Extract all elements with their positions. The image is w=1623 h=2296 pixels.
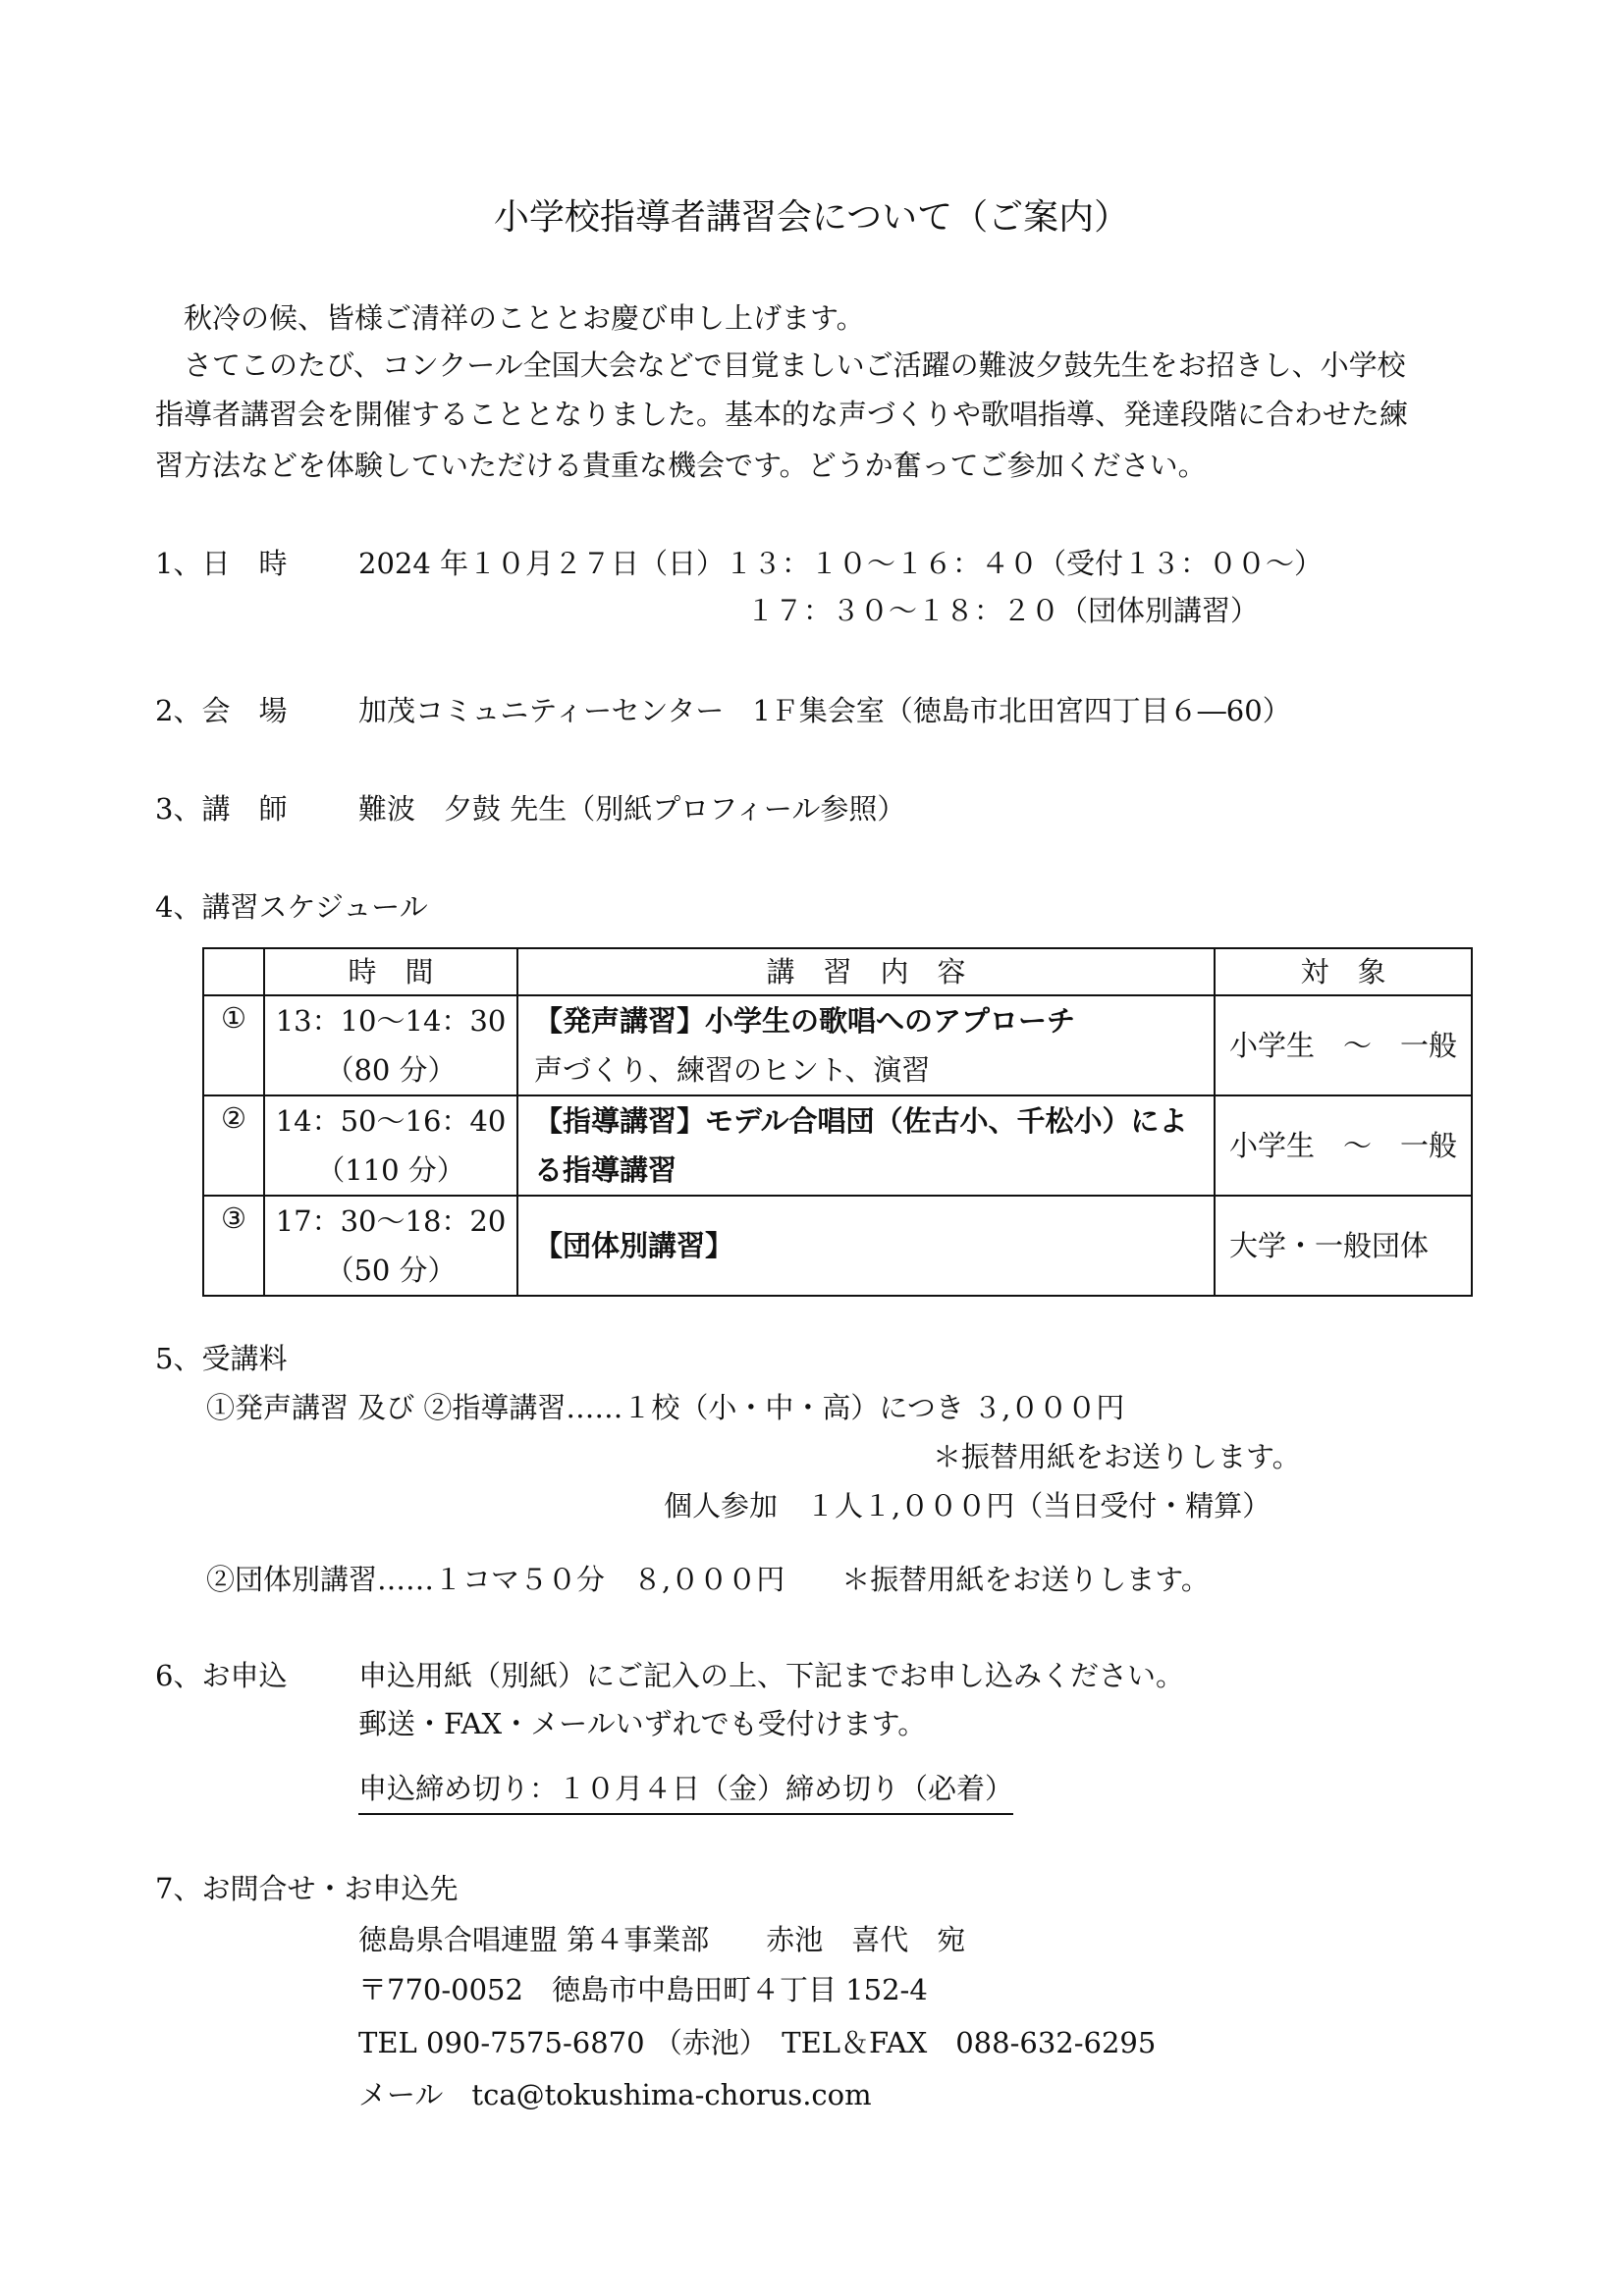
time-range: 17：30～18：20 xyxy=(275,1204,507,1238)
header-number xyxy=(203,948,264,995)
row-content xyxy=(517,1095,1215,1196)
time-range: 14：50～16：40 xyxy=(275,1104,507,1138)
row-time xyxy=(264,1196,517,1296)
header-time: 時 間 xyxy=(264,948,517,995)
section-application-label: 6、お申込 xyxy=(155,1659,288,1692)
section-datetime-label: 1、日 時 xyxy=(155,547,288,580)
lecturer-value: 難波 夕鼓 先生（別紙プロフィール参照） xyxy=(358,792,906,826)
fee-note: ＊振替用紙をお送りします。 xyxy=(933,1440,1301,1473)
section-venue-label: 2、会 場 xyxy=(155,694,288,727)
row-time xyxy=(264,995,517,1095)
datetime-line-2: １７：３０～１８：２０（団体別講習） xyxy=(746,594,1260,627)
deadline-wrapper xyxy=(358,1772,1014,1805)
time-duration: （110 分） xyxy=(316,1153,465,1187)
intro-line: 指導者講習会を開催することとなりました。基本的な声づくりや歌唱指導、発達段階に合わせた練 xyxy=(155,398,1409,431)
row-content xyxy=(517,995,1215,1095)
row-number: ② xyxy=(203,1095,264,1196)
intro-line: 秋冷の候、皆様ご清祥のこととお慶び申し上げます。 xyxy=(155,301,865,335)
section-schedule-label: 4、講習スケジュール xyxy=(155,890,428,924)
row-content xyxy=(517,1196,1215,1296)
content-title: 【指導講習】モデル合唱団（佐古小、千松小）による指導講習 xyxy=(534,1104,1188,1187)
section-fee-label: 5、受講料 xyxy=(155,1342,288,1375)
application-line-2: 郵送・FAX・メールいずれでも受付けます。 xyxy=(358,1707,927,1740)
fee-group: ②団体別講習……１コマ５０分 ８,０００円 ＊振替用紙をお送りします。 xyxy=(206,1563,1210,1596)
row-number: ③ xyxy=(203,1196,264,1296)
contact-organization: 徳島県合唱連盟 第４事業部 赤池 喜代 宛 xyxy=(358,1923,966,1956)
row-time xyxy=(264,1095,517,1196)
header-target: 対 象 xyxy=(1215,948,1472,995)
row-target: 小学生 ～ 一般 xyxy=(1215,1095,1472,1196)
table-row xyxy=(203,995,1472,1095)
contact-address: 〒770-0052 徳島市中島田町４丁目 152-4 xyxy=(358,1973,928,2006)
header-content: 講 習 内 容 xyxy=(517,948,1215,995)
row-target: 小学生 ～ 一般 xyxy=(1215,995,1472,1095)
fee-line-1: ①発声講習 及び ②指導講習……１校（小・中・高）につき ３,０００円 xyxy=(206,1391,1125,1424)
schedule-table xyxy=(202,947,1473,1297)
section-contact-label: 7、お問合せ・お申込先 xyxy=(155,1872,459,1905)
section-lecturer-label: 3、講 師 xyxy=(155,792,288,826)
document-title: 小学校指導者講習会について（ご案内） xyxy=(493,197,1130,238)
datetime-line-1: 2024 年１０月２７日（日）１３：１０～１６：４０（受付１３：００～） xyxy=(358,547,1324,580)
fee-individual: 個人参加 １人１,０００円（当日受付・精算） xyxy=(664,1489,1271,1522)
schedule-header-row xyxy=(203,948,1472,995)
table-row xyxy=(203,1095,1472,1196)
intro-line: 習方法などを体験していただける貴重な機会です。どうか奮ってご参加ください。 xyxy=(155,449,1207,482)
time-duration: （80 分） xyxy=(325,1053,457,1087)
application-line-1: 申込用紙（別紙）にご記入の上、下記までお申し込みください。 xyxy=(358,1659,1185,1692)
row-target: 大学・一般団体 xyxy=(1215,1196,1472,1296)
contact-phone: TEL 090-7575-6870 （赤池） TEL＆FAX 088-632-6295 xyxy=(358,2026,1157,2059)
time-range: 13：10～14：30 xyxy=(275,1004,507,1038)
row-number: ① xyxy=(203,995,264,1095)
table-row xyxy=(203,1196,1472,1296)
content-detail: 声づくり、練習のヒント、演習 xyxy=(534,1053,931,1087)
intro-line: さてこのたび、コンクール全国大会などで目覚ましいご活躍の難波夕鼓先生をお招きし、小学校 xyxy=(155,348,1406,382)
application-deadline: 申込締め切り：１０月４日（金）締め切り（必着） xyxy=(358,1772,1013,1815)
contact-email: メール tca@tokushima-chorus.com xyxy=(358,2078,872,2111)
time-duration: （50 分） xyxy=(325,1254,457,1287)
content-title: 【団体別講習】 xyxy=(534,1229,734,1262)
content-title: 【発声講習】小学生の歌唱へのアプローチ xyxy=(534,1004,1076,1038)
venue-value: 加茂コミュニティーセンター 1Ｆ集会室（徳島市北田宮四丁目６―60） xyxy=(358,694,1291,727)
